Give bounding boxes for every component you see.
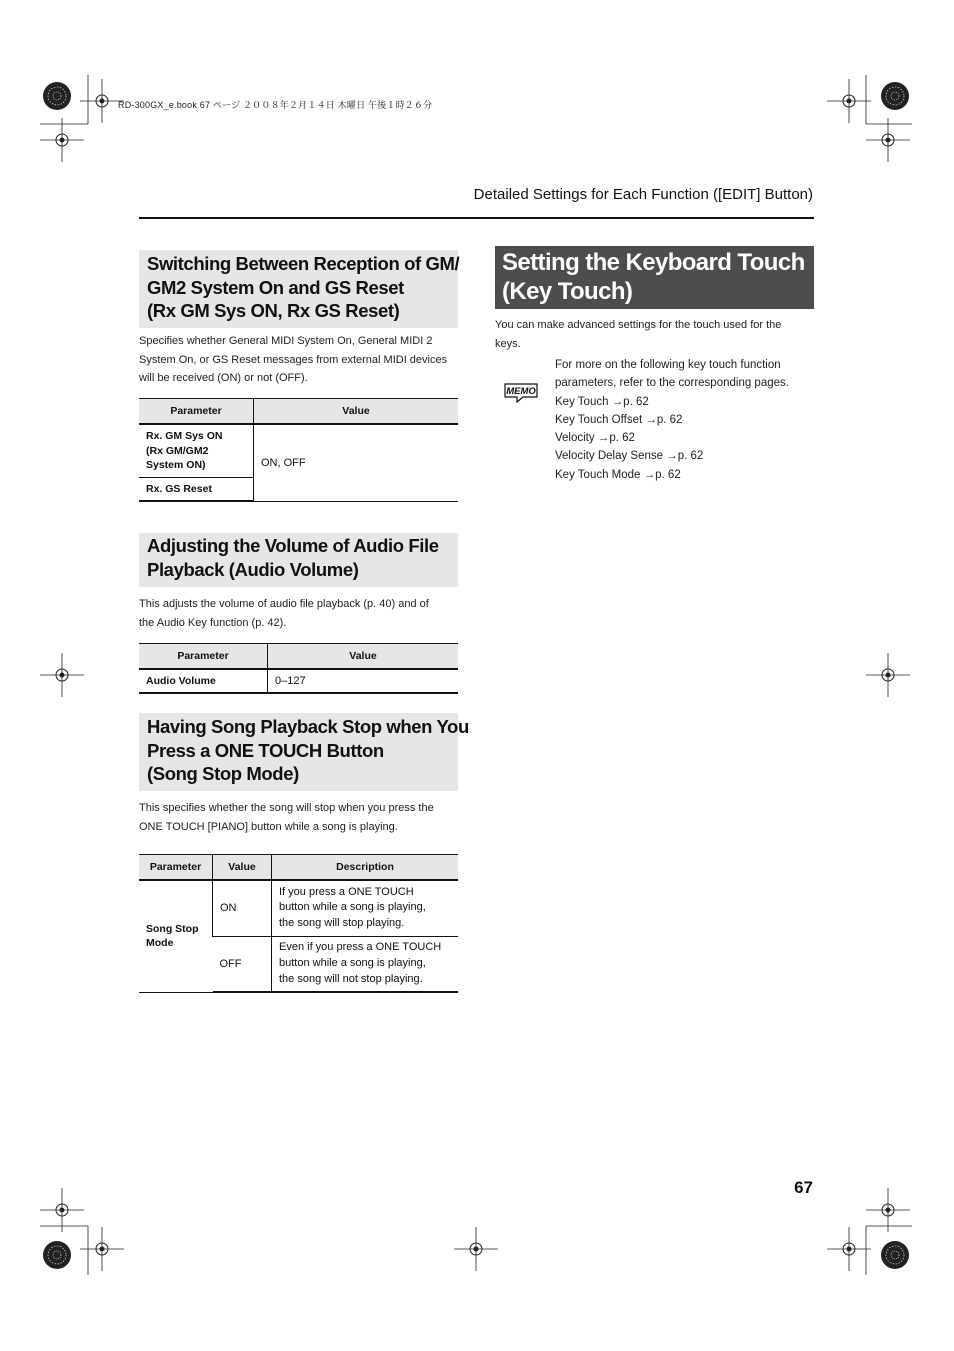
header-rule — [139, 217, 814, 219]
table-row — [139, 424, 458, 477]
column-header: Parameter — [139, 399, 254, 425]
heading-line: Playback (Audio Volume) — [147, 558, 359, 580]
heading-line: (Rx GM Sys ON, Rx GS Reset) — [147, 300, 400, 322]
body-line: This specifies whether the song will stop when you press the — [139, 802, 434, 814]
column-header: Parameter — [139, 644, 268, 670]
value-cell: 0–127 — [268, 669, 459, 693]
song-stop-mode-table — [139, 854, 458, 993]
param-line: Song Stop — [146, 922, 199, 935]
section-heading-audio-volume — [139, 533, 458, 587]
description-line: the song will not stop playing. — [279, 972, 423, 985]
section3-body — [139, 799, 459, 836]
body-line: ONE TOUCH [PIANO] button while a song is playing. — [139, 820, 398, 833]
param-line: Rx. GS Reset — [146, 482, 212, 495]
body-line: You can make advanced settings for the touch used for the — [495, 319, 782, 331]
memo-ref-velocity-delay-sense: Velocity Delay Sense →p. 62 — [555, 450, 704, 463]
description-cell — [272, 936, 459, 992]
param-line: System ON) — [146, 459, 206, 471]
print-info: RD-300GX_e.book 67 ページ ２００８年２月１４日 木曜日 午後１時２６分 — [118, 100, 433, 110]
heading-line: (Song Stop Mode) — [147, 763, 299, 785]
description-line: Even if you press a ONE TOUCH — [279, 941, 442, 954]
param-cell — [139, 477, 254, 501]
memo-note — [555, 356, 789, 484]
column-header: Parameter — [139, 855, 213, 881]
column-header: Value — [268, 644, 459, 670]
description-line: button while a song is playing, — [279, 901, 426, 914]
column-header: Value — [213, 855, 272, 881]
memo-icon-label: MEMO — [506, 386, 536, 397]
table-row — [139, 880, 458, 936]
value-cell: ON — [213, 880, 272, 936]
description-line: button while a song is playing, — [279, 956, 426, 969]
section-heading-song-stop-mode — [139, 713, 469, 791]
body-line: This adjusts the volume of audio file playback (p. 40) and of — [139, 598, 429, 610]
description-cell — [272, 880, 459, 936]
param-cell — [139, 880, 213, 992]
section-heading-key-touch — [495, 246, 814, 309]
param-line: Rx. GM Sys ON — [146, 430, 223, 442]
body-line: will be received (ON) or not (OFF). — [139, 372, 308, 384]
page-number: 67 — [794, 1178, 813, 1197]
running-header: Detailed Settings for Each Function ([EDIT] Button) — [473, 186, 813, 203]
value-cell: ON, OFF — [254, 424, 459, 501]
section4-body — [495, 316, 815, 353]
heading-line: Having Song Playback Stop when You — [147, 716, 469, 737]
heading-line: Adjusting the Volume of Audio File — [147, 535, 439, 556]
body-line: the Audio Key function (p. 42). — [139, 616, 287, 629]
memo-line: For more on the following key touch function — [555, 359, 781, 371]
body-line: System On, or GS Reset messages from external MIDI devices — [139, 353, 448, 366]
memo-ref-key-touch-mode: Key Touch Mode →p. 62 — [555, 468, 681, 481]
memo-line: parameters, refer to the corresponding pages. — [555, 377, 789, 390]
body-line: keys. — [495, 337, 521, 350]
column-header: Description — [272, 855, 459, 881]
section2-body — [139, 595, 459, 632]
section-heading-rx-gm-sys-on — [139, 250, 458, 328]
param-line: (Rx GM/GM2 — [146, 444, 209, 457]
param-line: Mode — [146, 937, 174, 950]
heading-line: Press a ONE TOUCH Button — [147, 739, 384, 761]
heading-line: (Key Touch) — [502, 278, 633, 305]
table-row — [139, 669, 458, 693]
param-cell — [139, 424, 254, 477]
heading-line: Setting the Keyboard Touch — [502, 249, 805, 276]
rx-reset-table — [139, 398, 458, 502]
memo-ref-key-touch-offset: Key Touch Offset →p. 62 — [555, 413, 683, 426]
column-header: Value — [254, 399, 459, 425]
description-line: If you press a ONE TOUCH — [279, 885, 414, 898]
body-line: Specifies whether General MIDI System On, General MIDI 2 — [139, 335, 433, 347]
memo-ref-velocity: Velocity →p. 62 — [555, 432, 635, 445]
heading-line: GM2 System On and GS Reset — [147, 276, 404, 298]
audio-volume-table — [139, 643, 458, 694]
param-cell: Audio Volume — [139, 669, 268, 693]
value-cell: OFF — [213, 936, 272, 992]
section1-body — [139, 332, 459, 388]
memo-ref-key-touch: Key Touch →p. 62 — [555, 395, 649, 408]
description-line: the song will stop playing. — [279, 917, 405, 930]
memo-icon — [503, 381, 539, 403]
heading-line: Switching Between Reception of GM/ — [147, 253, 460, 274]
